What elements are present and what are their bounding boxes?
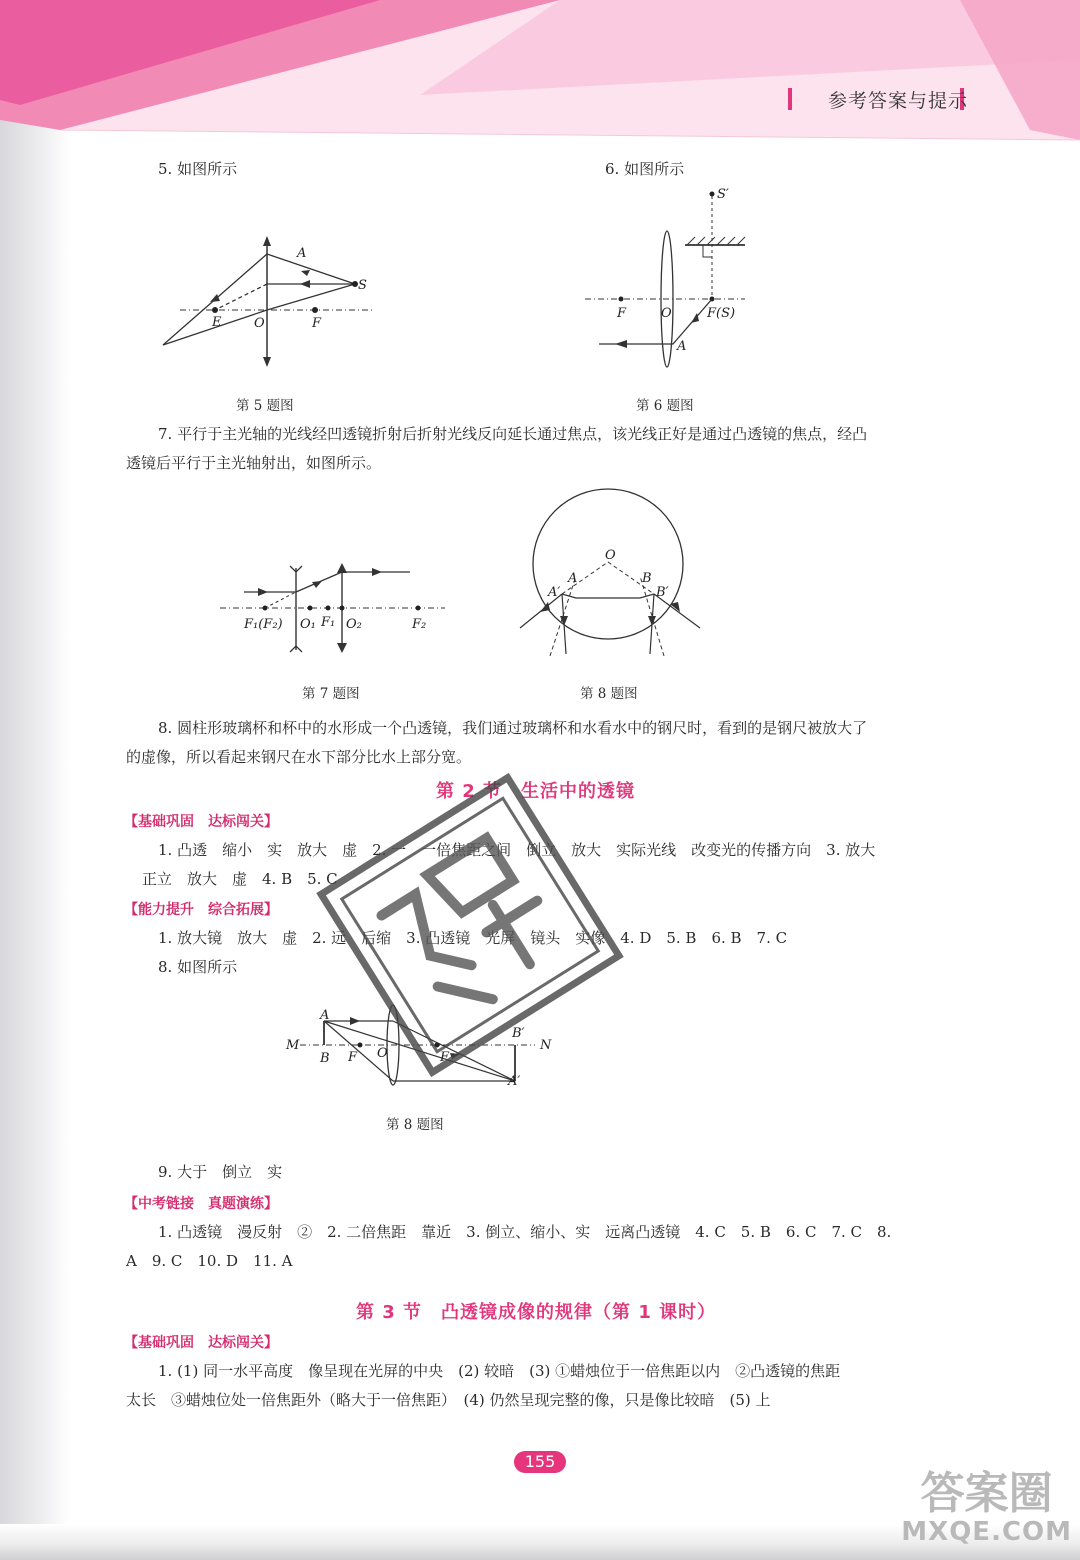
label-f1: F₁ <box>321 615 336 630</box>
label-o2: O₂ <box>346 617 362 632</box>
section-2-ability-line3: 9. 大于 倒立 实 <box>158 1163 283 1181</box>
label-b-prime: B′ <box>512 1026 525 1041</box>
label-b: B <box>642 571 652 586</box>
label-o: O <box>377 1046 388 1061</box>
q8-line1: 8. 圆柱形玻璃杯和杯中的水形成一个凸透镜，我们通过玻璃杯和水看水中的钢尺时，看到的是钢尺被放大了 <box>158 719 868 737</box>
ray-b <box>163 284 355 345</box>
figure-q8 <box>520 486 705 661</box>
label-b: B <box>320 1051 330 1066</box>
section-2-ability-line2: 8. 如图所示 <box>158 958 238 976</box>
section-2-basic-line2: 正立 放大 虚 4. B 5. C <box>142 870 338 888</box>
label-o: O <box>254 316 265 331</box>
section-3-tag-basic: 【基础巩固 达标闯关】 <box>124 1335 278 1351</box>
label-s: S <box>358 278 367 293</box>
label-n: N <box>540 1038 552 1053</box>
q5-label: 5. 如图所示 <box>158 160 238 178</box>
section-3-basic-line1: 1. (1) 同一水平高度 像呈现在光屏的中央 (2) 较暗 (3) ①蜡烛位于一倍焦距以内 ②凸透镜的焦距 <box>158 1362 841 1380</box>
q6-caption: 第 6 题图 <box>636 398 694 414</box>
label-fs: F(S) <box>707 306 736 321</box>
label-f-right: F <box>440 1050 450 1065</box>
section-2-title: 第 2 节 生活中的透镜 <box>436 781 636 802</box>
watermark-url: MXQE.COM <box>901 1517 1072 1547</box>
watermark-logo: 答案圈 <box>920 1468 1053 1519</box>
section-2-fig-caption: 第 8 题图 <box>386 1117 444 1133</box>
label-f: F <box>617 306 627 321</box>
header-bar-left <box>788 88 792 110</box>
q5-caption: 第 5 题图 <box>236 398 294 414</box>
section-2-ability-line1: 1. 放大镜 放大 虚 2. 远 后缩 3. 凸透镜 光屏 镜头 实像 4. D 5. B 6. B 7. C <box>158 929 788 947</box>
section-2-tag-exam: 【中考链接 真题演练】 <box>124 1196 278 1212</box>
q8-fig-caption: 第 8 题图 <box>580 686 638 702</box>
cylinder-cross-section <box>533 489 683 639</box>
label-e: E <box>212 315 222 330</box>
header-banner <box>0 0 1080 150</box>
label-a: A <box>568 571 578 586</box>
label-a: A <box>297 246 307 261</box>
label-b-prime: B′ <box>656 585 669 600</box>
figure-q5 <box>150 230 390 375</box>
label-f-left: F <box>348 1050 358 1065</box>
label-o: O <box>605 548 616 563</box>
q7-line2: 透镜后平行于主光轴射出，如图所示。 <box>126 454 382 472</box>
watermark <box>901 1470 1072 1546</box>
label-f2: F₂ <box>412 617 427 632</box>
label-f: F <box>312 316 322 331</box>
section-2-basic-line1: 1. 凸透 缩小 实 放大 虚 2. 一 一倍焦距之间 倒立 放大 实际光线 改变光的传播方向 3. 放大 <box>158 841 876 859</box>
section-2-exam-line2: A 9. C 10. D 11. A <box>126 1252 293 1270</box>
section-2-tag-ability: 【能力提升 综合拓展】 <box>124 902 278 918</box>
section-3-basic-line2: 太长 ③蜡烛位处一倍焦距外（略大于一倍焦距） (4) 仍然呈现完整的像，只是像比较暗 (5) 上 <box>126 1391 771 1409</box>
section-2-tag-basic: 【基础巩固 达标闯关】 <box>124 814 278 830</box>
label-o: O <box>661 306 672 321</box>
label-a: A <box>320 1008 330 1023</box>
q7-line1: 7. 平行于主光轴的光线经凹透镜折射后折射光线反向延长通过焦点，该光线正好是通过凸透镜的焦点，经凸 <box>158 425 868 443</box>
label-s-prime: S′ <box>717 187 729 202</box>
label-a: A <box>677 339 687 354</box>
figure-q7 <box>220 560 450 660</box>
label-m: M <box>286 1038 300 1053</box>
stamp-overlay <box>300 760 640 1090</box>
section-3-title: 第 3 节 凸透镜成像的规律（第 1 课时） <box>356 1302 717 1323</box>
ray-a <box>163 254 355 345</box>
figure-q6 <box>585 182 755 357</box>
q8-line2: 的虚像，所以看起来钢尺在水下部分比水上部分宽。 <box>126 748 472 766</box>
label-a-prime: A′ <box>508 1074 521 1089</box>
label-o1: O₁ <box>300 617 316 632</box>
label-a-prime: A′ <box>548 585 561 600</box>
section-2-exam-line1: 1. 凸透镜 漫反射 ② 2. 二倍焦距 靠近 3. 倒立、缩小、实 远离凸透镜 4. C 5. B 6. C 7. C 8. <box>158 1223 892 1241</box>
q7-caption: 第 7 题图 <box>302 686 360 702</box>
header-title: 参考答案与提示 <box>827 90 968 112</box>
q6-label: 6. 如图所示 <box>605 160 685 178</box>
page-gutter-shadow <box>0 0 70 1560</box>
page-number: 155 <box>514 1451 566 1473</box>
label-f1f2: F₁(F₂) <box>244 617 283 632</box>
